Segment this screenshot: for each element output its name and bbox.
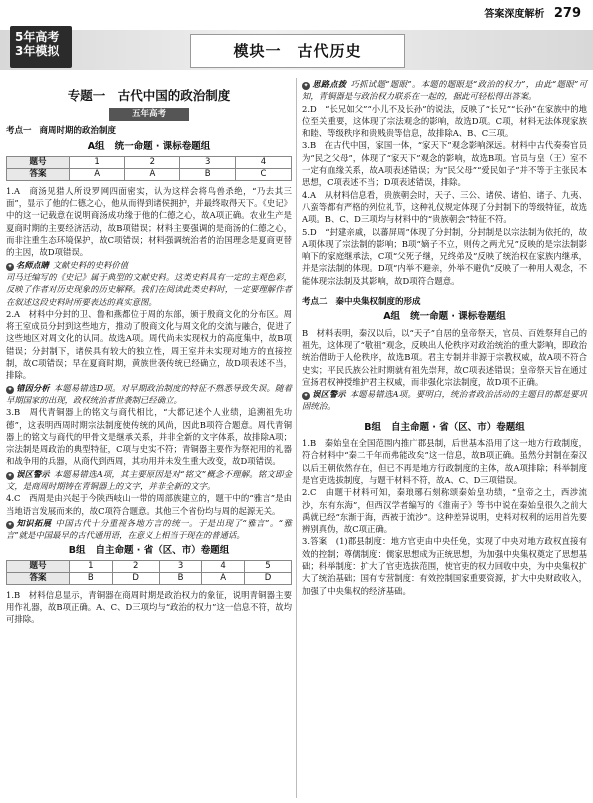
- answer-explanation: 3.B 在古代中国，家国一体，“家天下”观念影响深远。材料中古代奏奏官员为“民之父母”，体现了“家天下”观念的影响，故选B项。官员与皇（王）室不一定有血缘关系，故A项表述错误；为“民父母”“爱民如子”并不等于主张民本思想，C项表述不当；D项表述错误，排除。: [302, 140, 587, 188]
- header-right: [484, 5, 581, 21]
- answer-explanation: 1.B 材料信息显示，青铜器在商周时期是政治权力的象征，说明青铜器主要用作礼器，故B项正确。A、C、D三项均与“政治的权力”这一信息不符，故均可排除。: [6, 589, 292, 625]
- right-column: [302, 78, 587, 597]
- knowledge-point-2: [302, 296, 587, 308]
- group-label: A组: [383, 311, 401, 323]
- tip-label: ✦ 知识拓展: [7, 517, 52, 528]
- tip-label: ✦ 误区警示: [7, 468, 50, 479]
- tip-body: 本题易错选A项。要明白，统治者政治活动的主题目的都是要巩固统治。: [302, 389, 587, 412]
- answer-explanation: 5.D “封建亲戚，以蕃屏周”体现了分封制，分封制是以宗法制为依托的，故A项体现了宗法制的影响；B项“嫡子不立，则传之两尤兄”反映的是宗法制影响下的家庭继承法，C项“父死子继，兄终弟及”反映了统治权在家族内继承，并是宗法制的体现。D项“内举不避亲，外举不避仇”反映了一种用人观念，不能体现宗法制及其影响，故D项符合题意。: [302, 226, 587, 286]
- tip-label: ✦ 错因分析: [7, 382, 50, 393]
- table-row: [7, 156, 292, 168]
- table-header-cell: 答案: [7, 572, 70, 584]
- warning-icon: ✦: [7, 385, 13, 393]
- kp-title: 商周时期的政治制度: [39, 126, 117, 137]
- tip-box: [302, 78, 587, 103]
- answer-explanation: 1.B 秦始皇在全国范围内推广郡县制，后世基本沿用了这一地方行政制度，符合材料中“秦二千年而弗能改矣”这一信息，故B项正确。虽然分封制在秦汉以后王朝依然存在，但已不再是地方行政制度的主体，故A项排除；科举制度是官吏选拔制度，与题干材料不符，故A、C、D三项错误。: [302, 438, 587, 485]
- table-row: [7, 572, 292, 584]
- table-cell: 3: [180, 156, 235, 168]
- answer-explanation: 2.C 由题干材料可知，秦琅琊石刻称颂秦始皇功绩，“皇帝之土，西涉流沙，东有东海”，但西汉学者编写的《淮南子》等书中说在秦始皇很久之前大禹就已经“东渐于海，西被于流沙”。这种差异说明，史料对权利的运用首先要辨别真伪，故C项正确。: [302, 487, 587, 535]
- tip-body: 本题易错选A项，其主要原因是对“铭文”概念不理解。铭文即金文，是商周时期铸在青铜器上的文字，并非全新的文字。: [6, 468, 292, 492]
- table-cell: 3: [159, 560, 202, 572]
- table-cell: D: [244, 572, 291, 584]
- answer-explanation: 4.A 从材料信息看，贵族朝会时，天子、三公、诸侯、诸伯、诸子、九夷、八蛮等都有严格的列位礼节，这种礼仪规定体现了分封制下的等级特征，故选A项。B、C、D三项均与材料中的“贵族朝会”特征不符。: [302, 189, 587, 225]
- group-title: 自主命题 · 省（区、市）卷题组: [95, 544, 230, 556]
- logo-line-1: 5年高考: [15, 30, 60, 44]
- table-cell: C: [235, 168, 291, 180]
- group-a-heading: [6, 141, 292, 153]
- knowledge-point-1: [6, 125, 292, 137]
- table-cell: 2: [112, 560, 159, 572]
- column-divider: [296, 78, 297, 798]
- brand-logo: [10, 26, 72, 68]
- book-icon: ✦: [7, 520, 13, 528]
- group-label: B组: [68, 544, 86, 556]
- table-row: [7, 168, 292, 180]
- answer-table-b1: [6, 560, 292, 585]
- table-cell: 1: [70, 156, 125, 168]
- tip-title: 文献史料的史料价值: [52, 259, 129, 270]
- tip-body: 本题易错选D项。对早期政治制度的特征不熟悉导致失误。随着早期国家的出现，政权统治者世袭制已经确立。: [6, 382, 292, 405]
- group-a-heading: [302, 311, 587, 323]
- tip-body: 司马迁编写的《史记》属于典型的文献史料。这类史料具有一定的主观色彩，反映了作者对历史现象的历史解释。我们在阅读此类史料时，一定要理解作者在叙述这段史料时所要表达的真实意图。: [6, 271, 292, 307]
- topic-title: 专题一 古代中国的政治制度: [67, 88, 231, 103]
- kp-title: 秦中央集权制度的形成: [335, 297, 421, 308]
- table-cell: A: [202, 572, 245, 584]
- answer-explanation: 3.B 周代青铜器上的铭文与商代相比，“大都记述个人业绩，追溯祖先功德”，这表明西周时期宗法制度使传统的风尚，因此B项符合题意。周代青铜器上的铭文与商代的甲骨文是继承关系，并非全新的文字体系，故排除A项；宗法制是周政治的典型特征，C项与史实不符；青铜器主要作为祭祀用的礼器和战争用的兵器，从商代到西周，其功用并未发生重大改变，故D项错误。: [6, 407, 292, 467]
- answer-explanation: B 材料表明，秦汉以后，以“天子”自居的皇帝祭天，官员、百姓祭拜自己的祖先，这体现了“敬祖”观念，反映出人伦秩序对政治统治的重大影响，即政治统治借助于人伦秩序，故选B项。君主专制并非源于宗教权威，故A项不符合史实；平民氏族公社时期就有祖先崇拜，故C项表述错误；皇帝祭天旨在通过宣扬君权神授维护君主权威，而非强化宗法制度，故D项不正确。: [302, 327, 587, 387]
- tip-box: [6, 382, 292, 407]
- table-cell: B: [159, 572, 202, 584]
- table-row: [7, 560, 292, 572]
- table-cell: A: [70, 168, 125, 180]
- table-header-cell: 题号: [7, 560, 70, 572]
- table-cell: 2: [125, 156, 180, 168]
- group-label: B组: [364, 421, 381, 433]
- group-title: 自主命题 · 省（区、市）卷题组: [391, 421, 525, 433]
- page-number: 279: [553, 6, 581, 21]
- tip-body: 巧抓试题“题眼”。本题的题眼是“政治的权力”，由此“题眼”可知，青铜器是与政治权力联系在一起的，据此可轻松得出答案。: [302, 79, 587, 102]
- logo-line-2: 3年模拟: [15, 44, 60, 58]
- kp-label: 考点一: [6, 126, 32, 137]
- warning-icon: ✦: [303, 392, 309, 400]
- table-cell: 1: [70, 560, 113, 572]
- table-header-cell: 答案: [7, 168, 70, 180]
- warning-icon: ✦: [7, 471, 13, 479]
- group-title: 统一命题 · 课标卷题组: [410, 311, 506, 323]
- table-cell: D: [112, 572, 159, 584]
- answer-explanation: 2.A 材料中分封的卫、鲁和燕都位于周的东部，颁于殷商文化的分布区。周将王室成员分封到这些地方，推动了殷商文化与周文化的交流与融合，促进了这些地区对周文化的认同。故选A项。周代尚未实现权力的高度集中，故B项错误；分封制下，诸侯具有较大的独立性，周王室并未实现对地方的直接控制，故C项错误；早在夏商时期，黄族世袭传统已经确立，故D项表述不当，排除。: [6, 308, 292, 381]
- answer-explanation: 4.C 西周是由兴起于今陕西岐山一带的周部族建立的，题干中的“雅言”是由当地语言发展而来的，故C项符合题意。其他三个省份均与周的起源无关。: [6, 493, 292, 516]
- module-title: 模块一 古代历史: [190, 34, 405, 68]
- running-header: [0, 0, 593, 22]
- tip-box: [6, 259, 292, 308]
- group-b-heading: [6, 545, 292, 557]
- five-year-badge: 五年高考: [109, 108, 189, 121]
- table-cell: B: [70, 572, 113, 584]
- kp-label: 考点二: [302, 297, 328, 308]
- tip-label: ✦ 思路点拨: [303, 79, 347, 89]
- tip-body: 中国古代十分重视各地方言的统一。于是出现了“雅言”。“雅言”就是中国最早的古代通用语，在意义上相当于现在的普通话。: [6, 517, 292, 541]
- bulb-icon: ✦: [303, 82, 309, 89]
- left-column: [6, 78, 292, 626]
- tip-box: [6, 468, 292, 493]
- answer-explanation: 3.答案 (1)郡县制度：地方官吏由中央任免，实现了中央对地方政权直接有效的控制；尊儒制度：儒家思想成为正统思想，为加强中央集权奠定了思想基础；科举制度：扩大了官吏选拔范围，使官吏的权力回收中央，为中央集权扩大了统治基础；国有专营制度：有效控制国家重要资源，扩大中央财政收入，加强了中央集权的经济基础。: [302, 536, 587, 596]
- tip-box: [6, 517, 292, 542]
- tip-label: ✦ 名师点睛: [7, 259, 49, 270]
- table-cell: 4: [202, 560, 245, 572]
- table-cell: 5: [244, 560, 291, 572]
- group-label: A组: [87, 140, 105, 152]
- bulb-icon: ✦: [7, 262, 13, 270]
- header-section: 答案深度解析: [484, 9, 545, 20]
- table-cell: B: [180, 168, 235, 180]
- answer-table-a1: [6, 156, 292, 181]
- group-b-heading: [302, 422, 587, 434]
- tip-label: ✦ 误区警示: [303, 389, 346, 400]
- answer-explanation: 2.D “长兄如父”“小儿不及长孙”的说法，反映了“长兄”“长孙”在家族中的地位至关重要，这体现了宗法观念的影响，故选D项。C项，材料无法体现家族和睦、等级秩序和贵贱贵等信息，故排除A、B、C三项。: [302, 103, 587, 139]
- group-title: 统一命题 · 课标卷题组: [114, 140, 211, 152]
- table-header-cell: 题号: [7, 156, 70, 168]
- answer-explanation: 1.A 商汤见猎人所设罗网四面密实，认为这样会将鸟兽杀绝，“乃去其三面”，显示了他的仁德之心，他从而得到诸侯拥护，并最终取得天下。《史记》中的这一记载意在说明商汤成功缘于他的仁德之心，故A项正确。农业生产是夏商时期的主要经济活动，故B项错误；材料主要强调的是商汤的仁德之心，而非注重生态环境保护，故C项错误；材料强调统治者的治国理念是夏商更替的主因，故D项错误。: [6, 185, 292, 258]
- tip-box: [302, 388, 587, 413]
- table-cell: 4: [235, 156, 291, 168]
- table-cell: A: [125, 168, 180, 180]
